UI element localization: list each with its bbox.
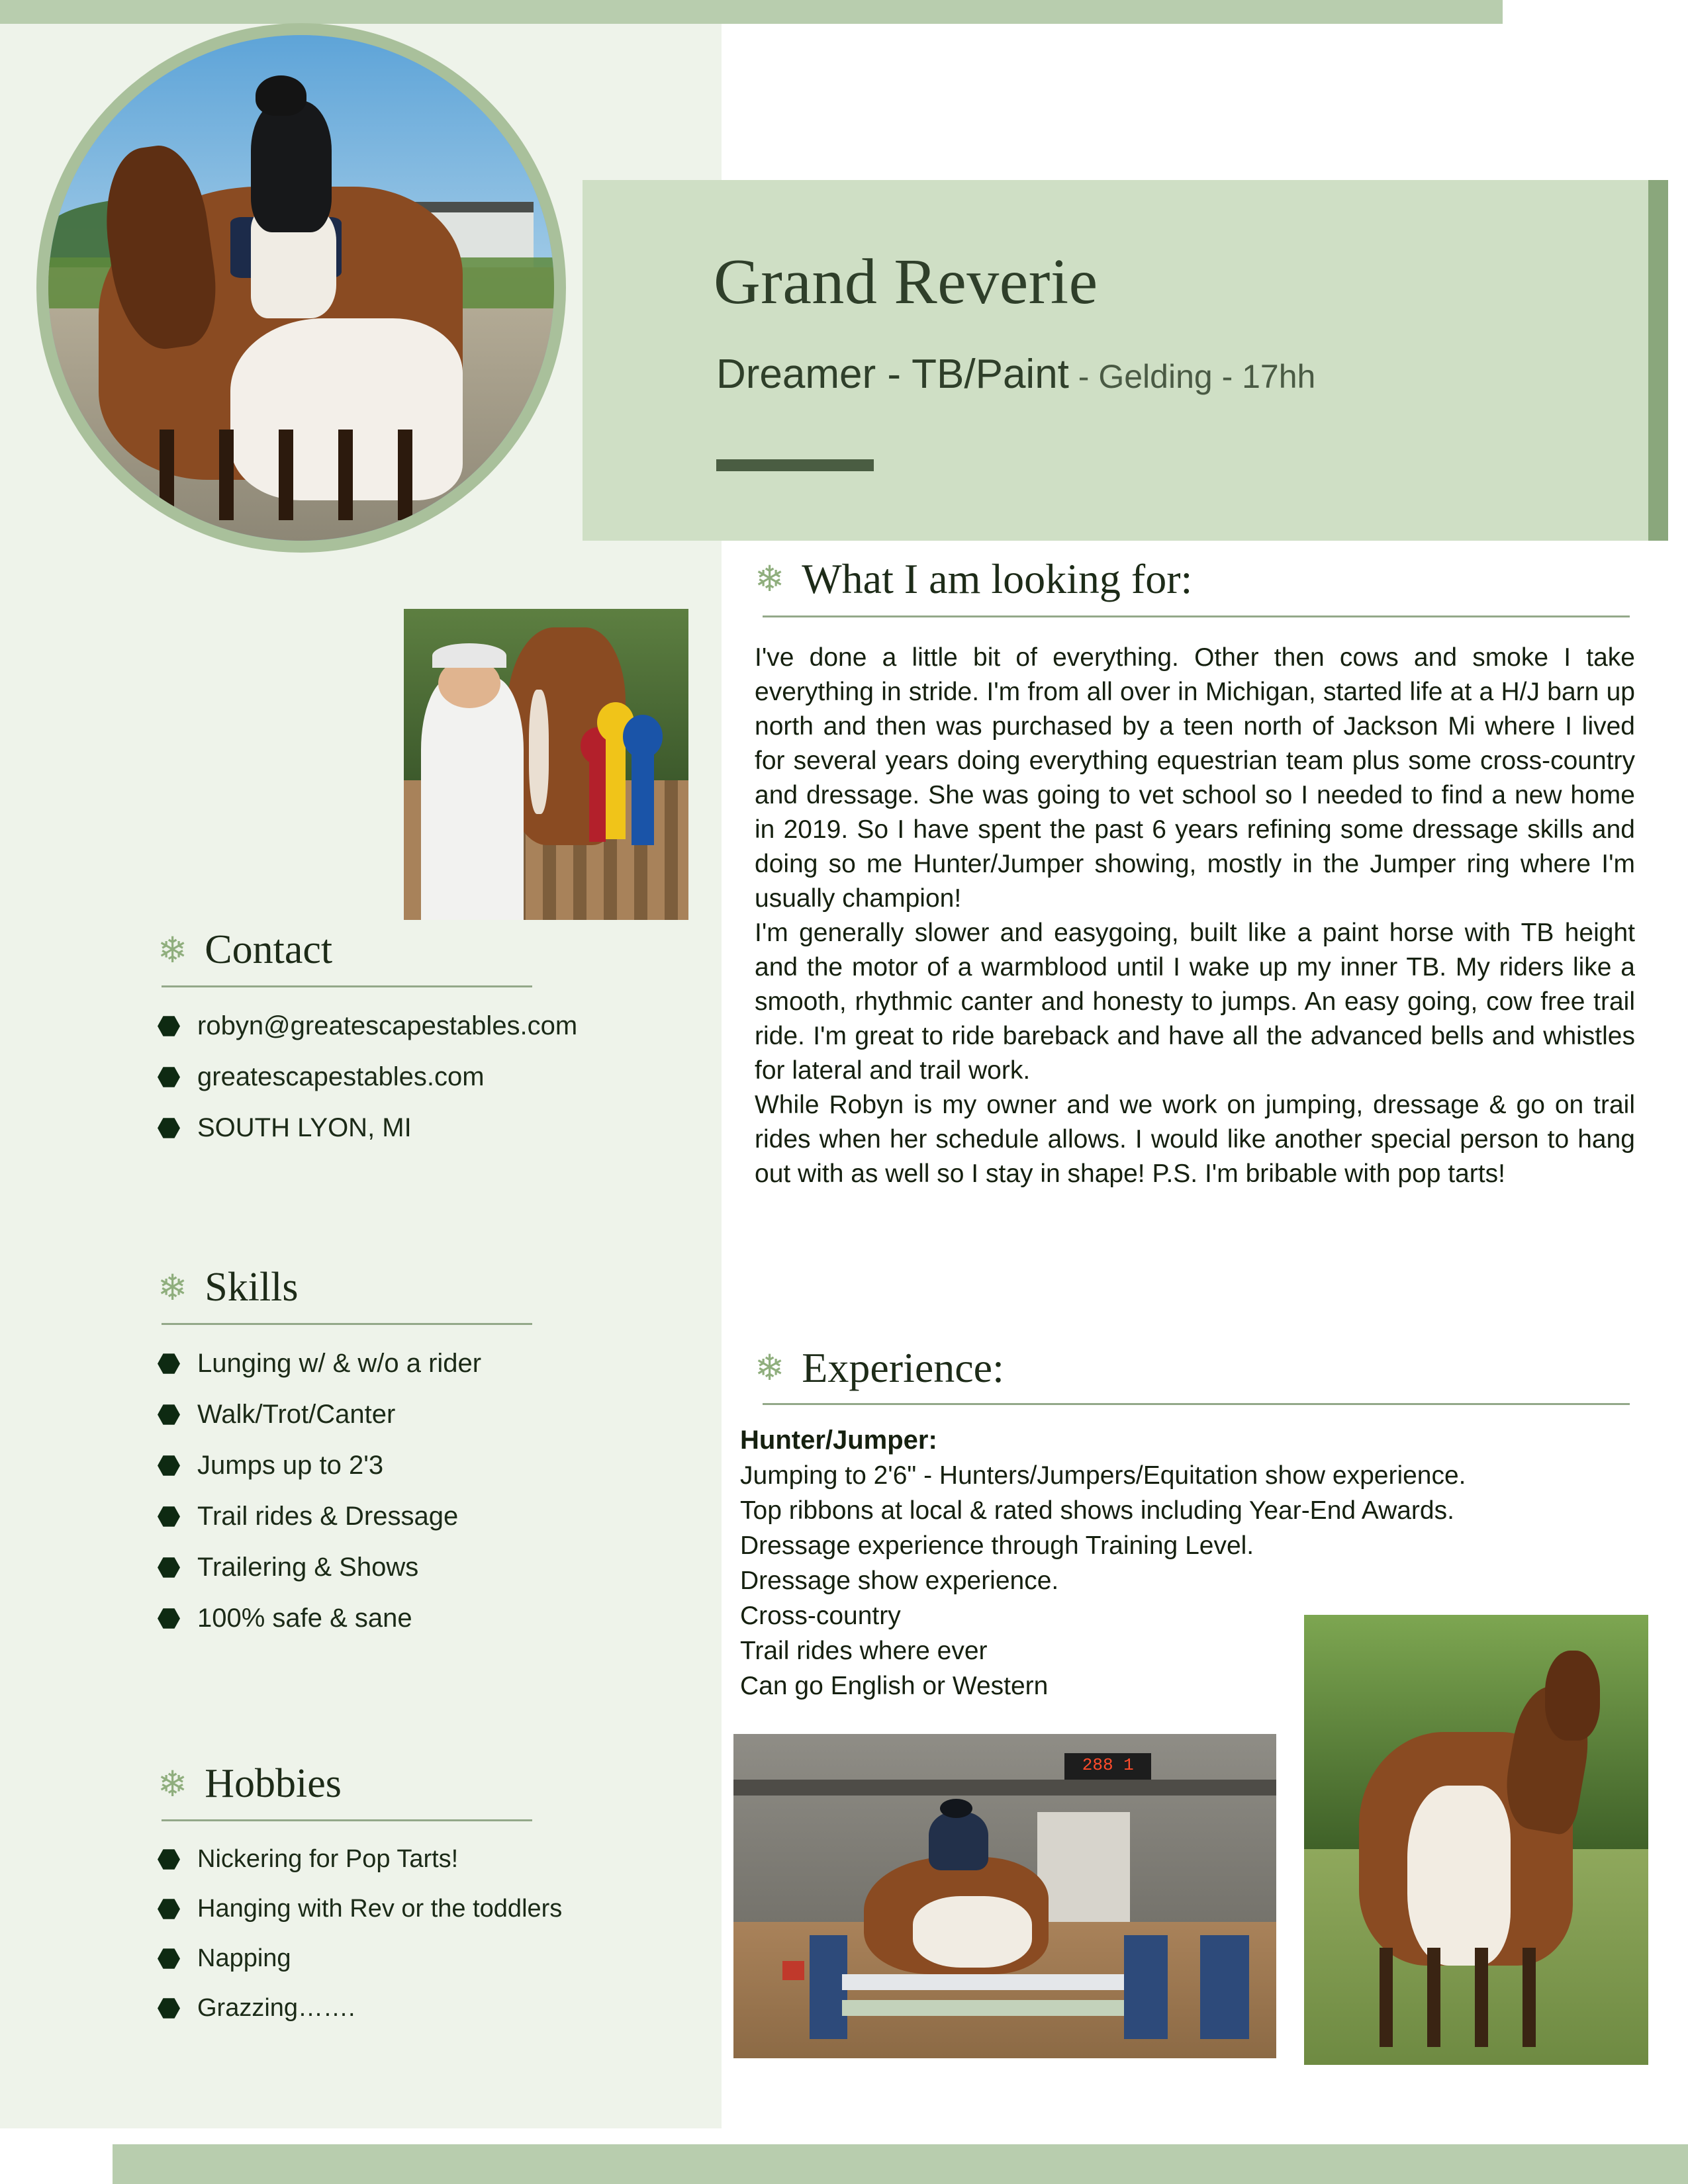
looking-paragraph: While Robyn is my owner and we work on jumping, dressage & go on trail rides when her schedule allows. I would like another special person to hang out with as well so I stay in shape! P.S. I'm bribable with pop tarts! — [755, 1091, 1635, 1188]
ribbons-photo — [404, 609, 688, 920]
hex-bullet-icon — [158, 1455, 180, 1477]
list-item — [158, 1895, 563, 1923]
flower-icon: ❄ — [158, 1267, 188, 1308]
page-title: Grand Reverie — [714, 246, 1098, 318]
jumping-photo — [733, 1734, 1276, 2058]
hobbies-divider — [162, 1819, 532, 1821]
top-decorative-band — [0, 0, 1503, 24]
arena-scoreboard: 288 1 — [1064, 1753, 1151, 1779]
bottom-decorative-band — [113, 2144, 1688, 2184]
skills-divider — [162, 1323, 532, 1325]
experience-line: Can go English or Western — [740, 1672, 1049, 1700]
contact-divider — [162, 985, 532, 987]
header-banner-edge — [1648, 180, 1668, 541]
flower-icon: ❄ — [755, 559, 785, 599]
looking-for-heading — [755, 555, 1192, 604]
list-item — [158, 1349, 555, 1379]
list-item — [158, 1994, 555, 2023]
contact-heading — [158, 927, 555, 974]
looking-paragraph: I've done a little bit of everything. Other then cows and smoke I take everything in stride. I'm from all over in Michigan, started life at a H/J barn up north and then was purchased by a teen north of Jackson Mi where I lived for several years doing everything equestrian team plus some cross-country and dressage. She was going to vet school so I needed to find a new home in 2019. So I have spent the past 6 years refining some dressage skills and doing so me Hunter/Jumper showing, mostly in the Jumper ring where I'm usually champion! — [755, 643, 1635, 913]
contact-email: robyn@greatescapestables.com — [197, 1011, 578, 1040]
hex-bullet-icon — [158, 1353, 180, 1375]
flower-icon: ❄ — [755, 1348, 785, 1388]
hobbies-list — [158, 1845, 563, 2023]
skills-list — [158, 1349, 555, 1633]
hex-bullet-icon — [158, 1997, 180, 2020]
list-item — [158, 1604, 555, 1633]
subtitle-main: Dreamer - TB/Paint — [716, 351, 1069, 397]
flower-icon: ❄ — [158, 1764, 188, 1804]
looking-paragraph: I'm generally slower and easygoing, built like a paint horse with TB height and the motor of a warmblood until I wake up my inner TB. My riders like a smooth, rhythmic canter and honesty to jumps. An easy going, cow free trail ride. I'm great to ride bareback and have all the advanced bells and whistles for lateral and trail work. — [755, 919, 1635, 1085]
looking-for-divider — [763, 615, 1630, 617]
contact-section — [158, 927, 578, 1164]
hobby-label: Grazzing……. — [197, 1994, 355, 2022]
list-item[interactable] — [158, 1011, 578, 1041]
contact-location: SOUTH LYON, MI — [197, 1113, 412, 1142]
skill-label: Lunging w/ & w/o a rider — [197, 1349, 482, 1378]
hobbies-section — [158, 1760, 563, 2044]
hex-bullet-icon — [158, 1015, 180, 1038]
experience-line: Dressage show experience. — [740, 1567, 1059, 1595]
experience-line: Cross-country — [740, 1602, 901, 1630]
title-underline-bar — [716, 459, 874, 471]
list-item — [158, 1502, 555, 1531]
experience-line: Dressage experience through Training Level. — [740, 1531, 1254, 1560]
list-item — [158, 1845, 555, 1874]
list-item — [158, 1944, 555, 1973]
looking-for-title: What I am looking for: — [802, 555, 1193, 602]
skill-label: Trail rides & Dressage — [197, 1502, 459, 1531]
hex-bullet-icon — [158, 1848, 180, 1871]
experience-divider — [763, 1403, 1630, 1405]
hex-bullet-icon — [158, 1948, 180, 1970]
experience-title: Experience: — [802, 1344, 1004, 1391]
list-item — [158, 1451, 555, 1480]
experience-line: Top ribbons at local & rated shows including Year-End Awards. — [740, 1496, 1454, 1525]
experience-subheading — [740, 1423, 1667, 1458]
skills-title: Skills — [205, 1265, 299, 1310]
skill-label: 100% safe & sane — [197, 1604, 412, 1633]
looking-for-body — [755, 641, 1635, 1191]
subtitle-rest: - Gelding - 17hh — [1068, 358, 1316, 395]
hobby-label: Napping — [197, 1944, 291, 1972]
page-subtitle — [716, 351, 1315, 398]
hobbies-heading — [158, 1760, 555, 1807]
experience-heading — [755, 1343, 1004, 1392]
hex-bullet-icon — [158, 1117, 180, 1140]
experience-line: Jumping to 2'6" - Hunters/Jumpers/Equitation show experience. — [740, 1461, 1466, 1490]
hobby-label: Hanging with Rev or the toddlers — [197, 1895, 563, 1923]
hobby-label: Nickering for Pop Tarts! — [197, 1845, 459, 1873]
skill-label: Jumps up to 2'3 — [197, 1451, 384, 1480]
hex-bullet-icon — [158, 1506, 180, 1528]
experience-line: Trail rides where ever — [740, 1637, 988, 1665]
skill-label: Trailering & Shows — [197, 1553, 419, 1582]
skill-label: Walk/Trot/Canter — [197, 1400, 396, 1429]
contact-list — [158, 1011, 578, 1143]
hex-bullet-icon — [158, 1066, 180, 1089]
list-item — [158, 1400, 555, 1430]
hex-bullet-icon — [158, 1898, 180, 1921]
hero-photo — [36, 23, 566, 553]
contact-title: Contact — [205, 927, 333, 972]
list-item — [158, 1113, 555, 1143]
skills-section — [158, 1264, 555, 1655]
hobbies-title: Hobbies — [205, 1761, 342, 1806]
list-item — [158, 1553, 555, 1582]
contact-website: greatescapestables.com — [197, 1062, 485, 1091]
hex-bullet-icon — [158, 1608, 180, 1630]
hex-bullet-icon — [158, 1557, 180, 1579]
pasture-photo — [1304, 1615, 1648, 2065]
hex-bullet-icon — [158, 1404, 180, 1426]
list-item[interactable] — [158, 1062, 555, 1092]
experience-subhead-text: Hunter/Jumper: — [740, 1426, 937, 1455]
skills-heading — [158, 1264, 555, 1311]
flower-icon: ❄ — [158, 930, 188, 970]
